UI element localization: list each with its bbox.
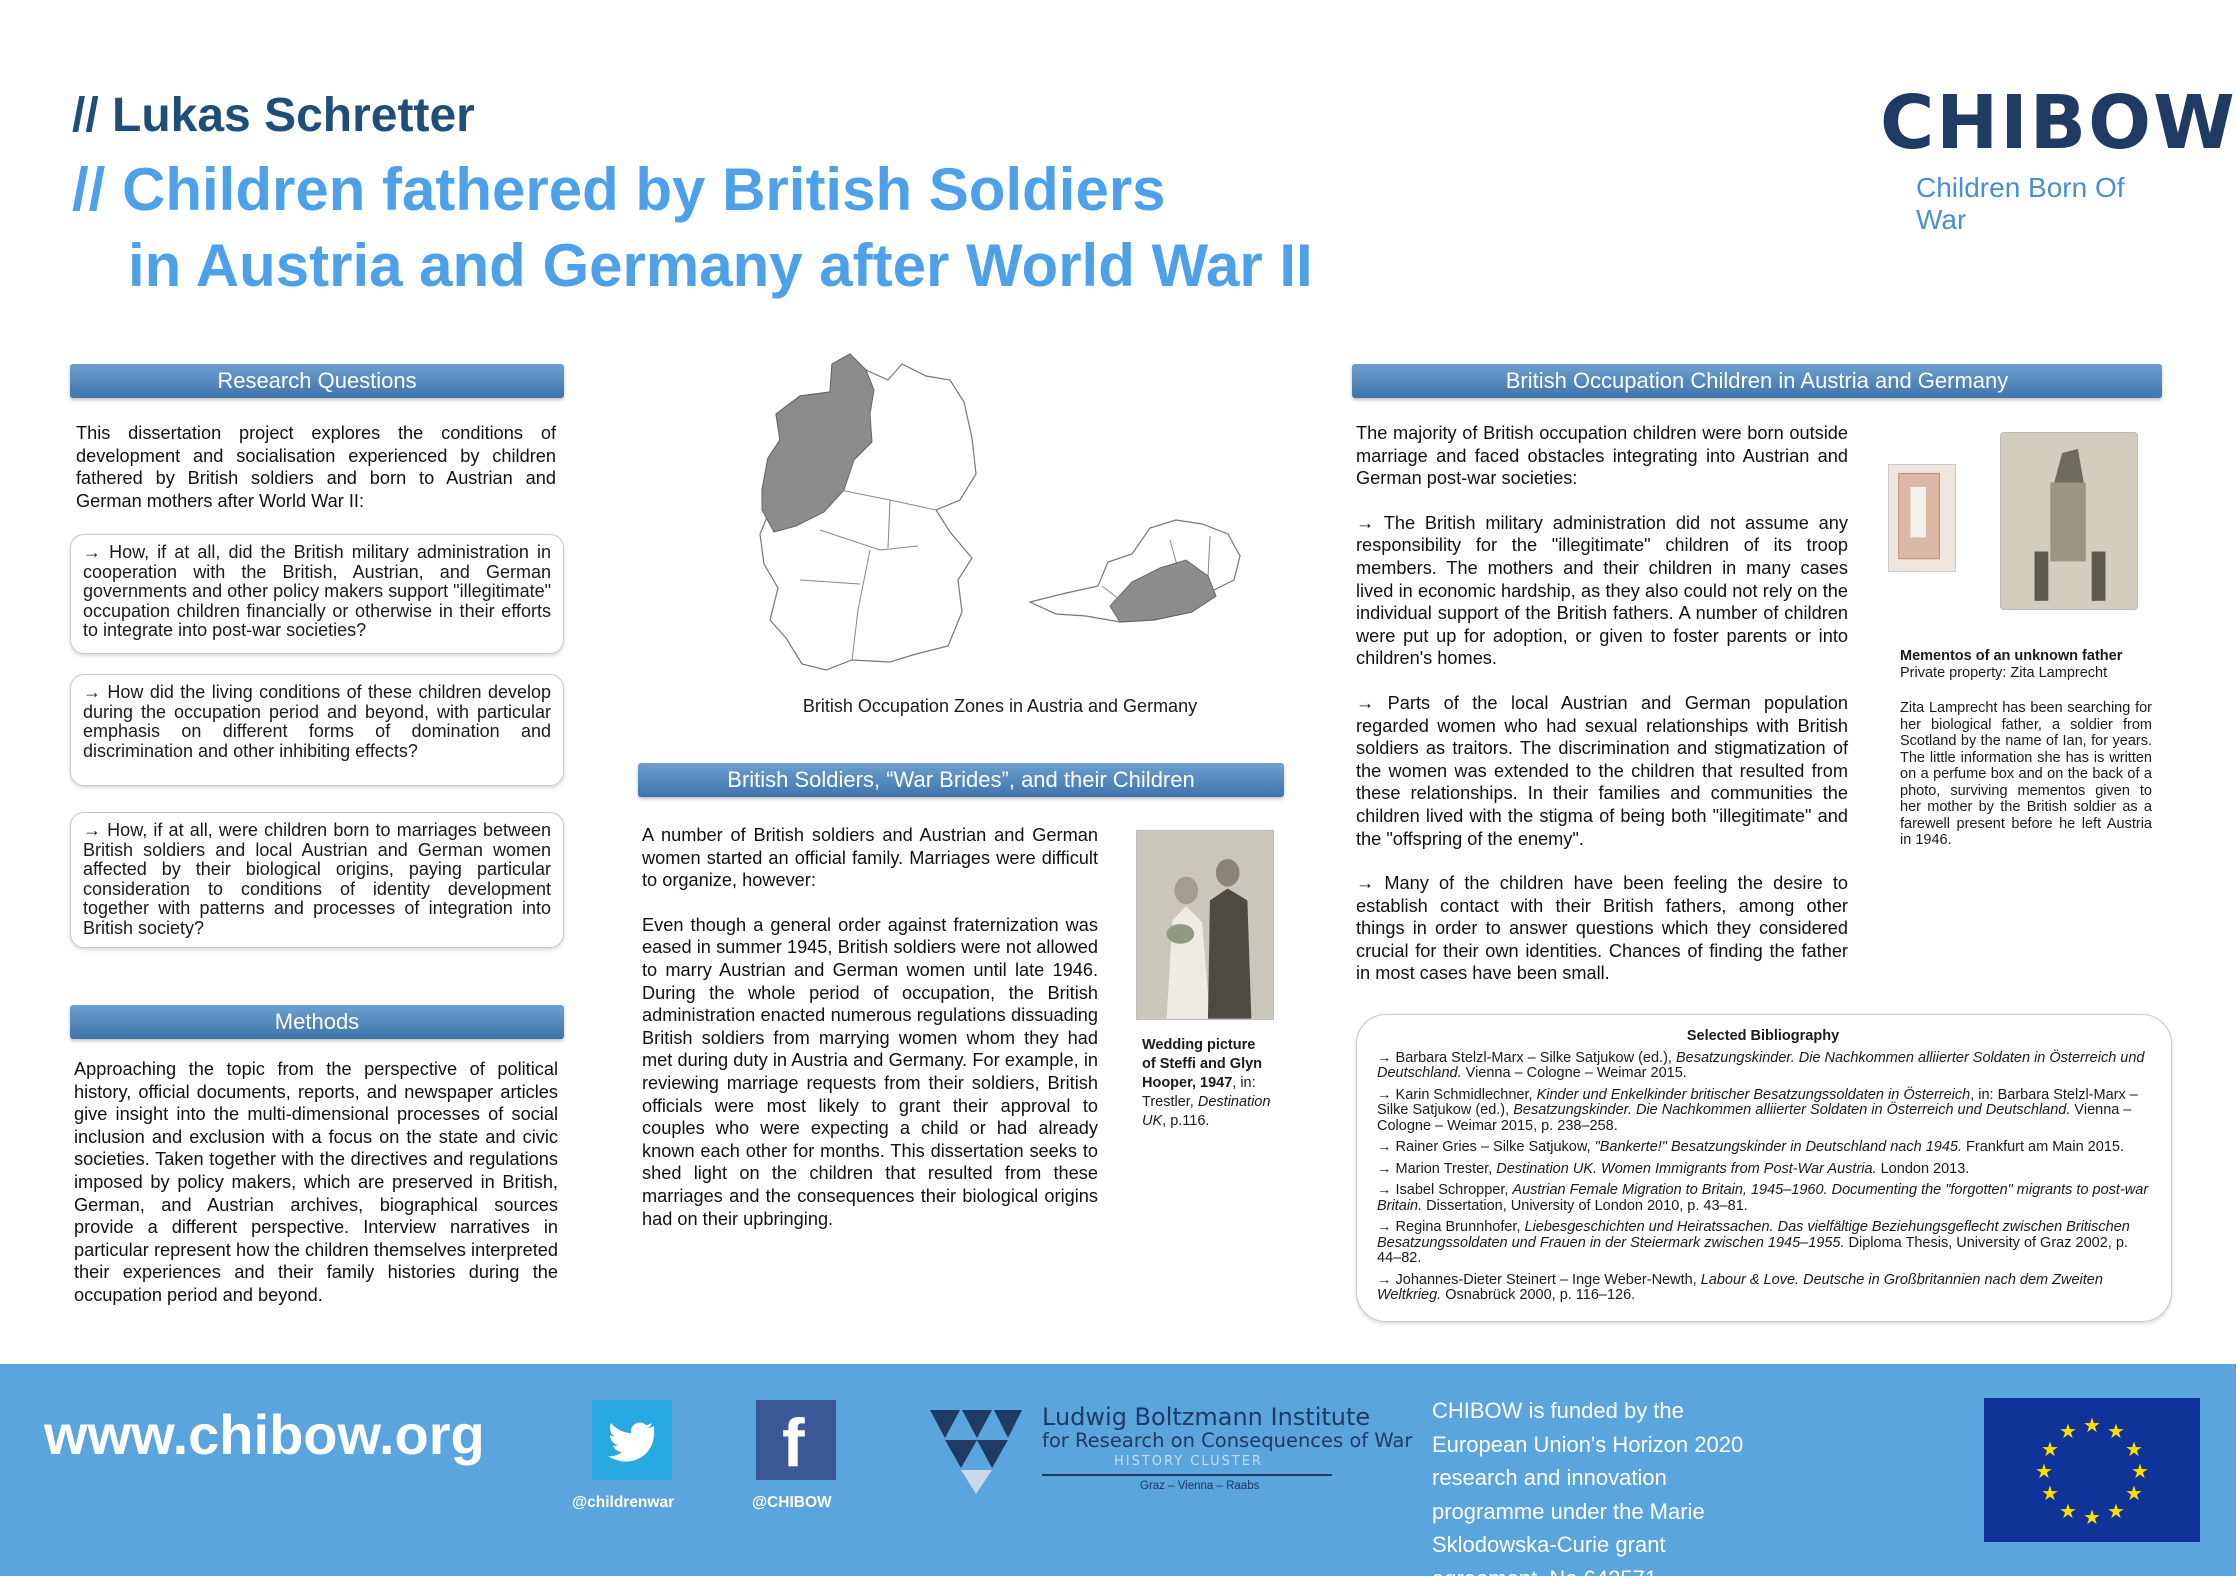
svg-text:★: ★: [2125, 1481, 2143, 1505]
research-question-1: → How, if at all, did the British military administration in cooperation with the British, Austrian, and German governments and other policy makers support "illegitimate" occupation children financially or otherwise in their efforts to integrate into post-war societies?: [70, 534, 564, 654]
chibow-logo: [1880, 78, 2237, 236]
svg-text:★: ★: [2125, 1437, 2143, 1461]
svg-text:★: ★: [2059, 1499, 2077, 1523]
logo-subtitle: Children Born Of War: [1916, 172, 2125, 235]
memento-title: Mementos of an unknown father: [1900, 648, 2123, 664]
occupation-zones-map: [740, 350, 1260, 680]
memento-caption: [1900, 648, 2152, 849]
war-brides-heading: British Soldiers, “War Brides”, and their Children: [638, 763, 1284, 797]
logo-word: CHIBOW: [1880, 80, 2237, 166]
methods-heading: Methods: [70, 1005, 564, 1039]
funding-statement: CHIBOW is funded by the European Union's Horizon 2020 research and innovation programme under the Marie Sklodowska-Curie grant agreement. No 642571: [1432, 1398, 1744, 1591]
facebook-icon[interactable]: [756, 1400, 836, 1480]
svg-text:★: ★: [2083, 1413, 2101, 1437]
lbi-line-2: for Research on Consequences of War: [1042, 1429, 1413, 1452]
methods-text: Approaching the topic from the perspective of political history, official documents, reports, and newspaper articles give insight into the multi-dimensional processes of social inclusion and exclusion with a focus on the state and civic societies. Taken together with the directives and regulations imposed by policy makers, which are preserved in British, German, and Austrian archives, biographical sources provide a different perspective. Interview narratives in particular represent how the children themselves interpreted their experiences and their family histories during the occupation period and beyond.: [74, 1059, 558, 1305]
memento-source: Private property: Zita Lamprecht: [1900, 665, 2108, 681]
svg-text:★: ★: [2107, 1419, 2125, 1443]
title-line-1: // Children fathered by British Soldiers: [72, 156, 1166, 223]
svg-text:★: ★: [2041, 1437, 2059, 1461]
war-brides-text: [642, 824, 1098, 1230]
svg-text:★: ★: [2107, 1499, 2125, 1523]
facebook-glyph: f: [782, 1405, 805, 1481]
memento-text: Zita Lamprecht has been searching for her biological father, a soldier from Scotland by the name of Ian, for years. The little information she has is written on a perfume box and on the back of a photo, surviving mementos given to her mother by the British soldier as a farewell present before he left Austria in 1946.: [1900, 700, 2152, 848]
war-brides-paragraph-1: A number of British soldiers and Austrian and German women started an official family. Marriages were difficult to organize, however:: [642, 825, 1098, 891]
lbi-divider: [1042, 1474, 1332, 1476]
footer: [0, 1364, 2236, 1591]
bibliography-title: Selected Bibliography: [1686, 1028, 1840, 1044]
twitter-icon[interactable]: [592, 1400, 672, 1480]
author-name: // Lukas Schretter: [72, 89, 475, 142]
facebook-handle[interactable]: @CHIBOW: [752, 1494, 832, 1511]
svg-text:★: ★: [2083, 1505, 2101, 1529]
lbi-logo-icon: [928, 1408, 1024, 1494]
occupation-children-heading: British Occupation Children in Austria and Germany: [1352, 364, 2162, 398]
bibliography-item: → Marion Trester, Destination UK. Women Immigrants from Post-War Austria. London 2013.: [1377, 1160, 1970, 1177]
eu-flag-icon: [1984, 1398, 2200, 1542]
occupation-paragraph-3: → Parts of the local Austrian and German population regarded women who had sexual relationships with British soldiers as traitors. The discrimination and stigmatization of the women was extended to the children that resulted from these relationships. In their families and communities the children lived with the stigma of being both "illegitimate" and the "offspring of the enemy".: [1356, 692, 1848, 849]
perfume-box-photo: [1888, 464, 1956, 572]
occupation-children-text: [1356, 422, 1848, 985]
poster-title: [72, 152, 1313, 304]
bibliography-item: → Barbara Stelzl-Marx – Silke Satjukow (ed.), Besatzungskinder. Die Nachkommen alliierter Soldaten in Österreich und Deutschland. Vienna – Cologne – Weimar 2015.: [1377, 1049, 2145, 1081]
monument-photo: [2000, 432, 2138, 610]
svg-text:★: ★: [2041, 1481, 2059, 1505]
research-questions-heading: Research Questions: [70, 364, 564, 398]
lbi-line-1: Ludwig Boltzmann Institute: [1042, 1403, 1371, 1431]
research-question-2: → How did the living conditions of these children develop during the occupation period and beyond, with particular emphasis on different forms of domination and discrimination and other inhibiting effects?: [70, 674, 564, 786]
twitter-handle[interactable]: @childrenwar: [572, 1494, 675, 1511]
svg-text:★: ★: [2131, 1459, 2149, 1483]
research-questions-intro: This dissertation project explores the conditions of development and socialisation experienced by children fathered by British soldiers and born to Austrian and German mothers after World War II:: [76, 423, 556, 511]
svg-text:★: ★: [2059, 1419, 2077, 1443]
bibliography-box: [1356, 1014, 2172, 1322]
occupation-paragraph-2: → The British military administration did not assume any responsibility for the "illegitimate" children of its troop members. The mothers and their children in many cases lived in economic hardship, as they also could not rely on the individual support of the British fathers. A number of children were put up for adoption, or given to foster parents or into children's homes.: [1356, 512, 1848, 669]
research-question-3: → How, if at all, were children born to marriages between British soldiers and local Austrian and German women affected by their biological origins, paying particular consideration to conditions of identity development together with patterns and processes of integration into British society?: [70, 812, 564, 948]
bibliography-item: → Isabel Schropper, Austrian Female Migration to Britain, 1945–1960. Documenting the "forgotten" migrants to post-war Britain. Dissertation, University of London 2010, p. 43–81.: [1377, 1182, 2149, 1214]
lbi-name: [1042, 1404, 1412, 1469]
caption-bold: Wedding picture of Steffi and Glyn Hooper, 1947: [1142, 1037, 1263, 1091]
occupation-paragraph-4: → Many of the children have been feeling the desire to establish contact with their British fathers, among other things in order to answer questions which they considered crucial for their own identities. Chances of finding the father in most cases have been small.: [1356, 873, 1848, 984]
title-line-2: in Austria and Germany after World War II: [128, 232, 1313, 299]
lbi-line-3: HISTORY CLUSTER: [1114, 1454, 1263, 1469]
website-link[interactable]: www.chibow.org: [44, 1403, 485, 1466]
bibliography-item: → Rainer Gries – Silke Satjukow, "Bankerte!" Besatzungskinder in Deutschland nach 1945. Frankfurt am Main 2015.: [1377, 1139, 2124, 1155]
wedding-photo: [1136, 830, 1274, 1020]
occupation-paragraph-1: The majority of British occupation children were born outside marriage and faced obstacles integrating into Austrian and German post-war societies:: [1356, 423, 1848, 489]
war-brides-paragraph-2: Even though a general order against fraternization was eased in summer 1945, British soldiers were not allowed to marry Austrian and German women until late 1946. During the whole period of occupation, the British administration enacted numerous regulations dissuading British soldiers from marrying women whom they had met during duty in Austria and Germany. For example, in reviewing marriage requests from their soldiers, British officials were most likely to grant their approval to couples who were expecting a child or had already known each other for months. This dissertation seeks to shed light on the children that resulted from these marriages and the consequences their biological origins had on their upbringing.: [642, 914, 1098, 1229]
bibliography-item: → Karin Schmidlechner, Kinder und Enkelkinder britischer Besatzungssoldaten in Österreich, in: Barbara Stelzl-Marx – Silke Satjukow (ed.), Besatzungskinder. Die Nachkommen alliierter Soldaten in Österreich und Deutschland. Vienna – Cologne – Weimar 2015, p. 238–258.: [1377, 1086, 2138, 1134]
bibliography-item: → Regina Brunnhofer, Liebesgeschichten und Heiratssachen. Das vielfältige Beziehungsgeflecht zwischen Britischen Besatzungssoldaten und Frauen in der Steiermark zwischen 1945–1955. Diploma Thesis, University of Graz 2002, p. 44–82.: [1377, 1219, 2130, 1266]
bibliography-item: → Johannes-Dieter Steinert – Inge Weber-Newth, Labour & Love. Deutsche in Großbritannien nach dem Zweiten Weltkrieg. Osnabrück 2000, p. 116–126.: [1377, 1271, 2103, 1303]
svg-text:★: ★: [2035, 1459, 2053, 1483]
map-caption: British Occupation Zones in Austria and Germany: [802, 696, 1198, 716]
wedding-photo-caption: Wedding picture of Steffi and Glyn Hooper, 1947, in: Trestler, Destination UK, p.116.: [1142, 1037, 1271, 1129]
lbi-cities: Graz – Vienna – Raabs: [1140, 1480, 1260, 1492]
